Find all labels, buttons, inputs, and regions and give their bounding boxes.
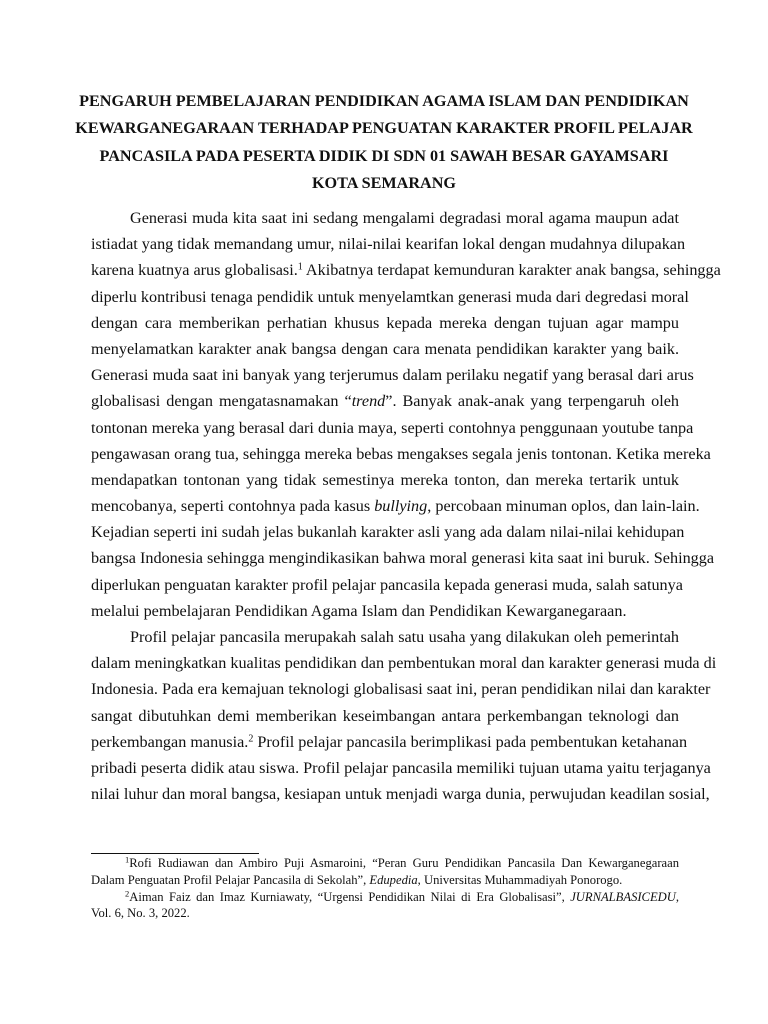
text-line: Kejadian seperti ini sudah jelas bukanlah karakter asli yang ada dalam nilai-nilai kehidupan — [91, 523, 685, 542]
text-line: sangat dibutuhkan demi memberikan keseimbangan antara perkembangan teknologi dan — [91, 706, 679, 725]
text-line: istiadat yang tidak memandang umur, nilai-nilai kearifan lokal dengan mudahnya dilupakan — [91, 235, 686, 254]
text-line: menyelamatkan karakter anak bangsa dengan cara menata pendidikan karakter yang baik. — [91, 339, 679, 358]
text-line: melalui pembelajaran Pendidikan Agama Islam dan Pendidikan Kewarganegaraan. — [91, 601, 627, 620]
text-line: tontonan mereka yang berasal dari dunia maya, seperti contohnya penggunaan youtube tanpa — [91, 418, 694, 437]
footnote-number: 2 — [125, 887, 130, 898]
text-line: karena kuatnya arus globalisasi.$^1$ Akibatnya terdapat kemunduran karakter anak bangsa, sehingga — [91, 261, 721, 280]
title-line: PANCASILA PADA PESERTA DIDIK DI SDN 01 SAWAH BESAR GAYAMSARI — [99, 146, 669, 165]
text-line: dengan cara memberikan perhatian khusus kepada mereka dengan tujuan agar mampu — [91, 313, 679, 332]
text-line: nilai luhur dan moral bangsa, kesiapan untuk menjadi warga dunia, perwujudan keadilan sosial, — [91, 785, 710, 804]
text-line: Indonesia. Pada era kemajuan teknologi globalisasi saat ini, peran pendidikan nilai dan karakter — [91, 680, 711, 699]
journal-name: Edupedia — [369, 872, 418, 887]
text-line: mencobanya, seperti contohnya pada kasus bullying, percobaan minuman oplos, dan lain-lain. — [91, 497, 700, 516]
footnote-number: 1 — [125, 854, 130, 865]
footnote-ref: 2 — [248, 733, 254, 745]
footnote-separator — [91, 853, 259, 854]
text-line: dalam meningkatkan kualitas pendidikan dan pembentukan moral dan karakter generasi muda di — [91, 654, 717, 673]
body-text — [91, 205, 721, 807]
italic-term: trend — [351, 392, 386, 411]
text-line: mendapatkan tontonan yang tidak semestinya mereka tonton, dan mereka tertarik untuk — [91, 470, 679, 489]
document-title — [60, 88, 708, 197]
text-line: perkembangan manusia.$^2$ Profil pelajar pancasila berimplikasi pada pembentukan ketahanan — [91, 732, 688, 751]
text-line: Profil pelajar pancasila merupakah salah satu usaha yang dilakukan oleh pemerintah — [130, 628, 679, 646]
text-line: pribadi peserta didik atau siswa. Profil pelajar pancasila memiliki tujuan utama yaitu terjaganya — [91, 758, 711, 777]
footnote-line: $^2$Aiman Faiz dan Imaz Kurniawaty, “Urgensi Pendidikan Nilai di Era Globalisasi”, JURNALBASICEDU, — [125, 887, 679, 904]
footnote-line: Vol. 6, No. 3, 2022. — [91, 906, 190, 921]
title-line: KEWARGANEGARAAN TERHADAP PENGUATAN KARAKTER PROFIL PELAJAR — [75, 119, 693, 138]
footnote-line: Dalam Penguatan Profil Pelajar Pancasila di Sekolah”, Edupedia, Universitas Muhammadiyah Ponorogo. — [91, 872, 623, 887]
text-line: diperlu kontribusi tenaga pendidik untuk menyelamtkan generasi muda dari degredasi moral — [91, 287, 689, 306]
text-line: diperlukan penguatan karakter profil pelajar pancasila kepada generasi muda, salah satunya — [91, 575, 683, 594]
title-line: KOTA SEMARANG — [311, 173, 457, 192]
footnotes — [91, 855, 679, 922]
journal-name: JURNALBASICEDU — [570, 889, 676, 904]
footnote-line: $^1$Rofi Rudiawan dan Ambiro Puji Asmaroini, “Peran Guru Pendidikan Pancasila Dan Kewarganegaraan — [125, 854, 679, 870]
title-line: PENGARUH PEMBELAJARAN PENDIDIKAN AGAMA ISLAM DAN PENDIDIKAN — [79, 92, 689, 110]
text-line: pengawasan orang tua, sehingga mereka bebas mengakses segala jenis tontonan. Ketika mereka — [91, 444, 711, 463]
text-line: globalisasi dengan mengatasnamakan “trend”. Banyak anak-anak yang terpengaruh oleh — [91, 392, 679, 411]
text-line: Generasi muda saat ini banyak yang terjerumus dalam perilaku negatif yang berasal dari arus — [91, 366, 694, 385]
text-line: Generasi muda kita saat ini sedang mengalami degradasi moral agama maupun adat — [130, 209, 679, 227]
text-line: bangsa Indonesia sehingga mengindikasikan bahwa moral generasi kita saat ini buruk. Sehingga — [91, 549, 715, 568]
footnote-ref: 1 — [297, 261, 303, 273]
italic-term: bullying — [374, 497, 428, 516]
